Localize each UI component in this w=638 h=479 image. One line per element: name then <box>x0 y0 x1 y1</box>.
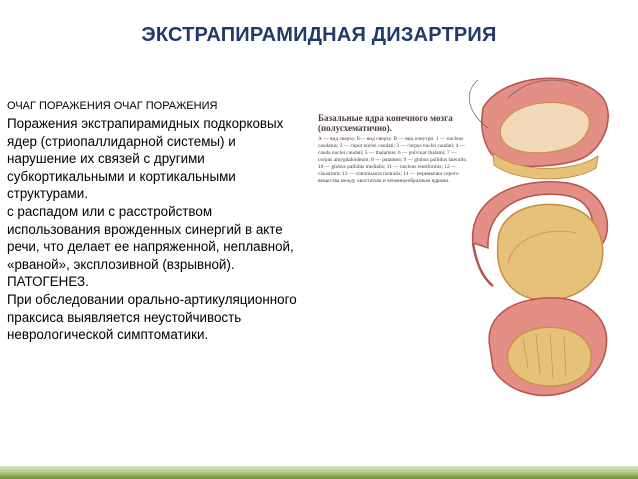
panel-c-illustration <box>489 298 606 396</box>
paragraph-synergy: с распадом или с расстройством использования врожденных синергий в акте речи, что делает ее напряженной, неплавной, «рваной», эксплозивной (взрывной). <box>7 203 294 272</box>
paragraph-pathogenesis: ПАТОГЕНЕЗ. <box>7 274 89 290</box>
footer-bar <box>0 466 638 479</box>
paragraph-lesion: Поражения экстрапирамидных подкорковых ядер (стриопаллидарной системы) и нарушение их связей с другими субкортикальными и кортикальными структурами. <box>7 116 284 202</box>
focus-label: ОЧАГ ПОРАЖЕНИЯ ОЧАГ ПОРАЖЕНИЯ <box>7 100 218 112</box>
figure-caption <box>318 113 468 185</box>
caption-title: Базальные ядра конечного мозга (полусхематично). <box>318 113 453 133</box>
caption-legend: А — вид сверху. Б— вид сверху. В — вид изнутри. 1 — nucleus caudatus; 2 — caput nuclei caudati; 3 — corpus nuclei caudati; 4 — cauda nuclei caudati; 5 — thalamus; 6 — pulvinar thalami; 7 — corpus amygdaloideum; 8 — putamen; 9 — globus pallidus lateralis; 10 — globus pallidus medialis; 11 — nucleus lentiformis; 12 — claustrum; 13 — commissura rostralis; 14 — перемычки серого вещества между хвостатым и чечевицеобразным ядрами. <box>318 136 467 184</box>
slide-body <box>7 100 307 344</box>
basal-ganglia-figure <box>318 68 618 408</box>
panel-b-illustration <box>473 182 608 301</box>
paragraph-examination: При обследовании орально-артикуляционного праксиса выявляется неустойчивость неврологической симптоматики. <box>7 291 297 343</box>
panel-a-illustration <box>469 78 608 179</box>
slide-title: ЭКСТРАПИРАМИДНАЯ ДИЗАРТРИЯ <box>141 24 497 46</box>
